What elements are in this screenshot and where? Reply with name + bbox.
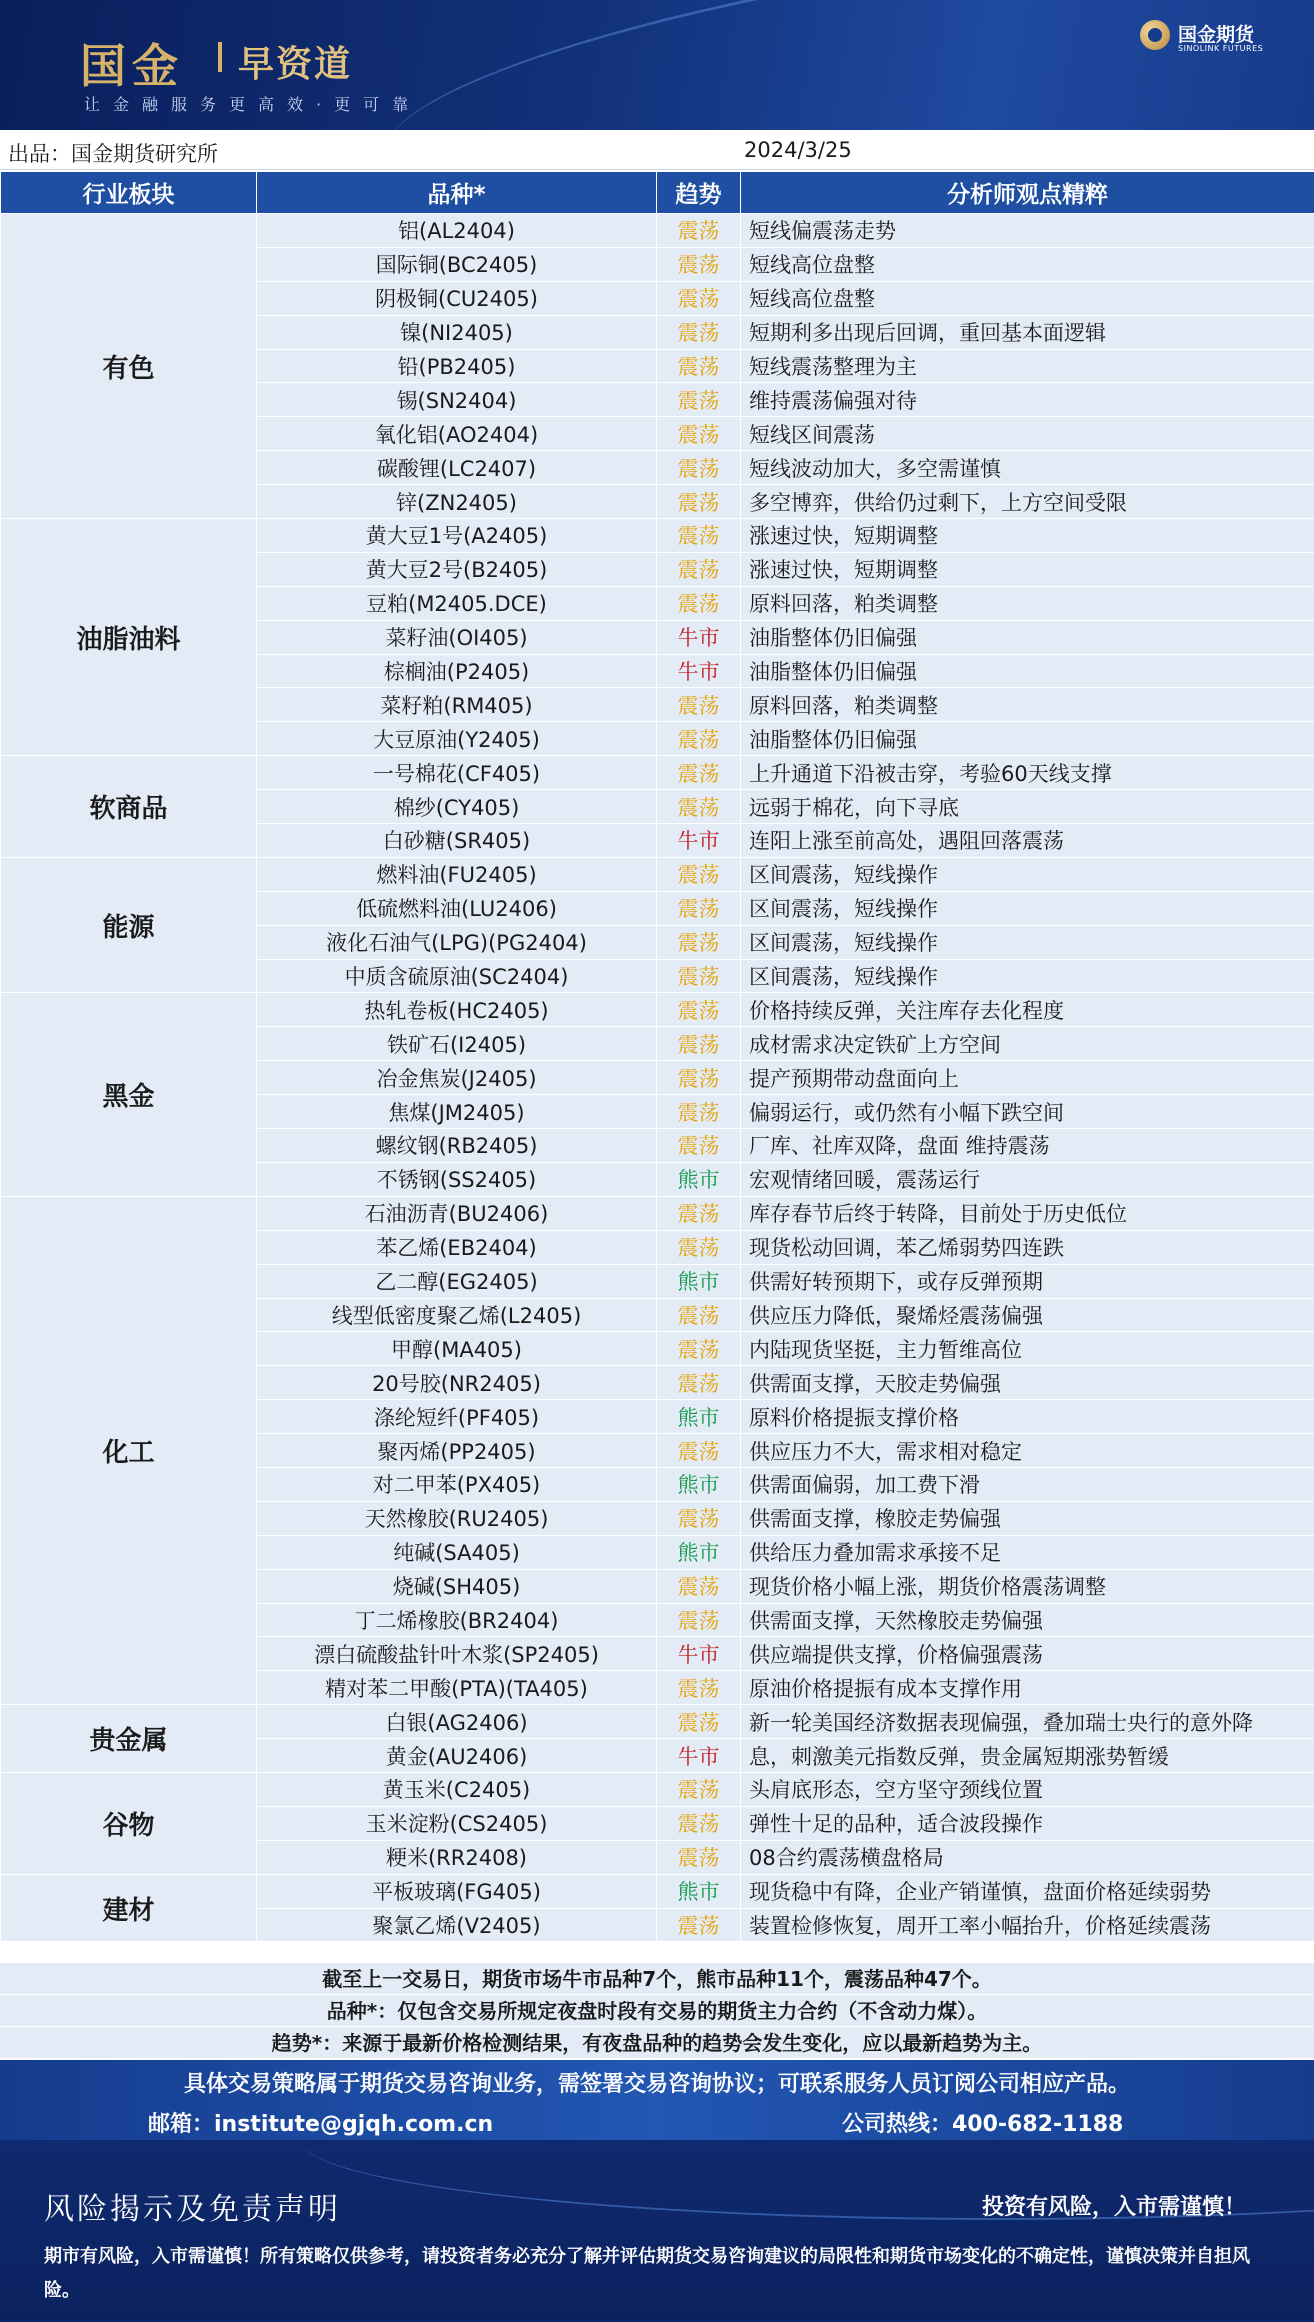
variety-cell: 平板玻璃(FG405) (257, 1874, 657, 1908)
analyst-view-cell: 内陆现货坚挺，主力暂维高位 (741, 1332, 1314, 1366)
trend-cell: 震荡 (657, 1129, 741, 1163)
trend-cell: 震荡 (657, 688, 741, 722)
variety-cell: 螺纹钢(RB2405) (257, 1129, 657, 1163)
analyst-view-cell: 宏观情绪回暖，震荡运行 (741, 1162, 1314, 1196)
variety-cell: 涤纶短纤(PF405) (257, 1400, 657, 1434)
variety-cell: 棉纱(CY405) (257, 790, 657, 824)
variety-cell: 不锈钢(SS2405) (257, 1162, 657, 1196)
analyst-view-cell: 供应压力不大，需求相对稳定 (741, 1434, 1314, 1468)
variety-cell: 甲醇(MA405) (257, 1332, 657, 1366)
sector-cell: 油脂油料 (1, 519, 257, 756)
trend-cell: 震荡 (657, 451, 741, 485)
analyst-view-cell: 供需面偏弱，加工费下滑 (741, 1467, 1314, 1501)
trend-cell: 震荡 (657, 214, 741, 248)
trend-cell: 震荡 (657, 790, 741, 824)
trend-cell: 牛市 (657, 824, 741, 858)
variety-cell: 镍(NI2405) (257, 315, 657, 349)
sector-cell: 化工 (1, 1196, 257, 1704)
analyst-view-cell: 短线震荡整理为主 (741, 349, 1314, 383)
trend-cell: 震荡 (657, 1298, 741, 1332)
analyst-view-cell: 供需面支撑，橡胶走势偏强 (741, 1501, 1314, 1535)
analyst-view-cell: 短线波动加大，多空需谨慎 (741, 451, 1314, 485)
analyst-view-cell: 短线高位盘整 (741, 247, 1314, 281)
trend-cell: 震荡 (657, 756, 741, 790)
brand-slogan: 让金融服务更高效·更可靠 (84, 95, 422, 114)
table-row (1, 519, 1314, 553)
variety-cell: 大豆原油(Y2405) (257, 722, 657, 756)
sector-cell: 贵金属 (1, 1705, 257, 1773)
trend-cell: 震荡 (657, 1196, 741, 1230)
trend-cell: 震荡 (657, 891, 741, 925)
futures-trend-table (0, 171, 1314, 1942)
analyst-view-cell: 涨速过快，短期调整 (741, 519, 1314, 553)
analyst-view-cell: 油脂整体仍旧偏强 (741, 620, 1314, 654)
trend-cell: 震荡 (657, 1027, 741, 1061)
trend-cell: 震荡 (657, 993, 741, 1027)
analyst-view-cell: 装置检修恢复，周开工率小幅抬升，价格延续震荡 (741, 1908, 1314, 1942)
variety-cell: 液化石油气(LPG)(PG2404) (257, 925, 657, 959)
info-bar (0, 130, 1314, 170)
sector-cell: 建材 (1, 1874, 257, 1942)
variety-cell: 国际铜(BC2405) (257, 247, 657, 281)
trend-cell: 熊市 (657, 1535, 741, 1569)
trend-cell: 震荡 (657, 281, 741, 315)
analyst-view-cell: 多空博弈，供给仍过剩下，上方空间受限 (741, 485, 1314, 519)
analyst-view-cell: 价格持续反弹，关注库存去化程度 (741, 993, 1314, 1027)
trend-cell: 震荡 (657, 1095, 741, 1129)
variety-cell: 玉米淀粉(CS2405) (257, 1806, 657, 1840)
variety-cell: 丁二烯橡胶(BR2404) (257, 1603, 657, 1637)
trend-cell: 震荡 (657, 247, 741, 281)
trend-cell: 震荡 (657, 519, 741, 553)
analyst-view-cell: 原油价格提振有成本支撑作用 (741, 1671, 1314, 1705)
trend-cell: 震荡 (657, 383, 741, 417)
variety-cell: 线型低密度聚乙烯(L2405) (257, 1298, 657, 1332)
producer-label: 出品：国金期货研究所 (8, 142, 218, 166)
trend-cell: 震荡 (657, 1705, 741, 1739)
variety-cell: 豆粕(M2405.DCE) (257, 586, 657, 620)
brand-subtitle: 早资道 (238, 44, 353, 85)
variety-cell: 一号棉花(CF405) (257, 756, 657, 790)
table-body (1, 214, 1314, 1942)
brand-separator (218, 42, 222, 72)
trend-cell: 震荡 (657, 1840, 741, 1874)
analyst-view-cell: 维持震荡偏强对待 (741, 383, 1314, 417)
sector-cell: 谷物 (1, 1772, 257, 1874)
analyst-view-cell: 弹性十足的品种，适合波段操作 (741, 1806, 1314, 1840)
contact-email[interactable]: 邮箱：institute@gjqh.com.cn (148, 2112, 494, 2137)
analyst-view-cell: 现货松动回调，苯乙烯弱势四连跌 (741, 1230, 1314, 1264)
table-row (1, 857, 1314, 891)
trend-cell: 震荡 (657, 1772, 741, 1806)
brand-header (0, 0, 1314, 130)
analyst-view-cell: 上升通道下沿被击穿，考验60天线支撑 (741, 756, 1314, 790)
analyst-view-cell: 原料回落，粕类调整 (741, 586, 1314, 620)
analyst-view-cell: 区间震荡，短线操作 (741, 891, 1314, 925)
brand-main-title: 国金 (80, 39, 184, 93)
analyst-view-cell: 成材需求决定铁矿上方空间 (741, 1027, 1314, 1061)
footnote: 趋势*：来源于最新价格检测结果，有夜盘品种的趋势会发生变化，应以最新趋势为主。 (0, 2027, 1314, 2059)
trend-cell: 震荡 (657, 349, 741, 383)
analyst-view-cell: 区间震荡，短线操作 (741, 857, 1314, 891)
variety-cell: 低硫燃料油(LU2406) (257, 891, 657, 925)
trend-cell: 熊市 (657, 1264, 741, 1298)
variety-cell: 聚丙烯(PP2405) (257, 1434, 657, 1468)
analyst-view-cell: 涨速过快，短期调整 (741, 552, 1314, 586)
variety-cell: 苯乙烯(EB2404) (257, 1230, 657, 1264)
trend-cell: 熊市 (657, 1400, 741, 1434)
disclaimer-footer (0, 2140, 1314, 2322)
variety-cell: 纯碱(SA405) (257, 1535, 657, 1569)
trend-cell: 震荡 (657, 1671, 741, 1705)
variety-cell: 聚氯乙烯(V2405) (257, 1908, 657, 1942)
trend-cell: 牛市 (657, 654, 741, 688)
disclaimer-title: 风险揭示及免责声明 (44, 2192, 341, 2227)
analyst-view-cell: 油脂整体仍旧偏强 (741, 722, 1314, 756)
variety-cell: 白砂糖(SR405) (257, 824, 657, 858)
trend-cell: 震荡 (657, 552, 741, 586)
analyst-view-cell: 供应压力降低，聚烯烃震荡偏强 (741, 1298, 1314, 1332)
sector-cell: 软商品 (1, 756, 257, 858)
disclaimer-body: 期市有风险，入市需谨慎！所有策略仅供参考，请投资者务必充分了解并评估期货交易咨询建议的局限性和期货市场变化的不确定性，谨慎决策并自担风险。 (44, 2246, 1250, 2301)
variety-cell: 碳酸锂(LC2407) (257, 451, 657, 485)
trend-cell: 熊市 (657, 1874, 741, 1908)
analyst-view-cell: 短期利多出现后回调，重回基本面逻辑 (741, 315, 1314, 349)
variety-cell: 20号胶(NR2405) (257, 1366, 657, 1400)
trend-cell: 震荡 (657, 586, 741, 620)
variety-cell: 乙二醇(EG2405) (257, 1264, 657, 1298)
trend-cell: 震荡 (657, 485, 741, 519)
analyst-view-cell: 油脂整体仍旧偏强 (741, 654, 1314, 688)
variety-cell: 黄玉米(C2405) (257, 1772, 657, 1806)
report-date: 2024/3/25 (744, 138, 852, 162)
analyst-view-cell: 头肩底形态，空方坚守颈线位置 (741, 1772, 1314, 1806)
company-logo-icon (1140, 20, 1170, 50)
variety-cell: 冶金焦炭(J2405) (257, 1061, 657, 1095)
footnote: 截至上一交易日，期货市场牛市品种7个，熊市品种11个，震荡品种47个。 (0, 1963, 1314, 1995)
risk-warning: 投资有风险，入市需谨慎！ (982, 2195, 1247, 2220)
footnote: 品种*：仅包含交易所规定夜盘时段有交易的期货主力合约（不含动力煤）。 (0, 1995, 1314, 2027)
analyst-view-cell: 息，刺激美元指数反弹，贵金属短期涨势暂缓 (741, 1739, 1314, 1773)
variety-cell: 黄金(AU2406) (257, 1739, 657, 1773)
analyst-view-cell: 远弱于棉花，向下寻底 (741, 790, 1314, 824)
company-logo-english: SINOLINK FUTURES (1178, 44, 1264, 53)
table-row (1, 1196, 1314, 1230)
variety-cell: 燃料油(FU2405) (257, 857, 657, 891)
variety-cell: 粳米(RR2408) (257, 1840, 657, 1874)
variety-cell: 棕榈油(P2405) (257, 654, 657, 688)
analyst-view-cell: 连阳上涨至前高处，遇阻回落震荡 (741, 824, 1314, 858)
analyst-view-cell: 库存春节后终于转降，目前处于历史低位 (741, 1196, 1314, 1230)
header-trend: 趋势 (657, 172, 741, 214)
consulting-notice: 具体交易策略属于期货交易咨询业务，需签署交易咨询协议；可联系服务人员订阅公司相应产品。 (183, 2072, 1130, 2097)
analyst-view-cell: 供需面支撑，天胶走势偏强 (741, 1366, 1314, 1400)
variety-cell: 黄大豆1号(A2405) (257, 519, 657, 553)
trend-cell: 震荡 (657, 1061, 741, 1095)
trend-cell: 熊市 (657, 1162, 741, 1196)
trend-cell: 震荡 (657, 1603, 741, 1637)
trend-cell: 震荡 (657, 722, 741, 756)
header-view: 分析师观点精粹 (741, 172, 1314, 214)
variety-cell: 阴极铜(CU2405) (257, 281, 657, 315)
trend-cell: 震荡 (657, 925, 741, 959)
analyst-view-cell: 厂库、社库双降，盘面 维持震荡 (741, 1129, 1314, 1163)
variety-cell: 氧化铝(AO2404) (257, 417, 657, 451)
trend-cell: 震荡 (657, 1434, 741, 1468)
sector-cell: 黑金 (1, 993, 257, 1196)
contact-bar (0, 2060, 1314, 2140)
analyst-view-cell: 现货稳中有降，企业产销谨慎，盘面价格延续弱势 (741, 1874, 1314, 1908)
company-logo-name: 国金期货 (1178, 24, 1255, 46)
variety-cell: 铝(AL2404) (257, 214, 657, 248)
table-row (1, 214, 1314, 248)
table-row (1, 1874, 1314, 1908)
variety-cell: 漂白硫酸盐针叶木浆(SP2405) (257, 1637, 657, 1671)
variety-cell: 铅(PB2405) (257, 349, 657, 383)
variety-cell: 烧碱(SH405) (257, 1569, 657, 1603)
table-row (1, 1772, 1314, 1806)
table-row (1, 993, 1314, 1027)
analyst-view-cell: 短线高位盘整 (741, 281, 1314, 315)
variety-cell: 天然橡胶(RU2405) (257, 1501, 657, 1535)
analyst-view-cell: 偏弱运行，或仍然有小幅下跌空间 (741, 1095, 1314, 1129)
trend-cell: 震荡 (657, 1230, 741, 1264)
table-row (1, 1705, 1314, 1739)
header-variety: 品种* (257, 172, 657, 214)
table-header-row (1, 172, 1314, 214)
variety-cell: 铁矿石(I2405) (257, 1027, 657, 1061)
trend-cell: 震荡 (657, 1806, 741, 1840)
trend-cell: 震荡 (657, 857, 741, 891)
variety-cell: 锌(ZN2405) (257, 485, 657, 519)
variety-cell: 精对苯二甲酸(PTA)(TA405) (257, 1671, 657, 1705)
analyst-view-cell: 区间震荡，短线操作 (741, 959, 1314, 993)
variety-cell: 石油沥青(BU2406) (257, 1196, 657, 1230)
trend-cell: 震荡 (657, 315, 741, 349)
table-row (1, 756, 1314, 790)
trend-cell: 震荡 (657, 1332, 741, 1366)
analyst-view-cell: 供给压力叠加需求承接不足 (741, 1535, 1314, 1569)
trend-cell: 熊市 (657, 1467, 741, 1501)
analyst-view-cell: 新一轮美国经济数据表现偏强，叠加瑞士央行的意外降 (741, 1705, 1314, 1739)
trend-cell: 牛市 (657, 1637, 741, 1671)
analyst-view-cell: 现货价格小幅上涨，期货价格震荡调整 (741, 1569, 1314, 1603)
trend-cell: 震荡 (657, 1501, 741, 1535)
analyst-view-cell: 原料价格提振支撑价格 (741, 1400, 1314, 1434)
variety-cell: 焦煤(JM2405) (257, 1095, 657, 1129)
analyst-view-cell: 短线区间震荡 (741, 417, 1314, 451)
analyst-view-cell: 区间震荡，短线操作 (741, 925, 1314, 959)
variety-cell: 锡(SN2404) (257, 383, 657, 417)
variety-cell: 对二甲苯(PX405) (257, 1467, 657, 1501)
sector-cell: 有色 (1, 214, 257, 519)
trend-cell: 牛市 (657, 620, 741, 654)
variety-cell: 热轧卷板(HC2405) (257, 993, 657, 1027)
contact-hotline: 公司热线：400-682-1188 (842, 2112, 1124, 2137)
decorative-swoosh (371, 0, 1314, 130)
trend-cell: 震荡 (657, 1366, 741, 1400)
trend-cell: 震荡 (657, 1908, 741, 1942)
variety-cell: 黄大豆2号(B2405) (257, 552, 657, 586)
analyst-view-cell: 提产预期带动盘面向上 (741, 1061, 1314, 1095)
variety-cell: 白银(AG2406) (257, 1705, 657, 1739)
trend-cell: 震荡 (657, 417, 741, 451)
sector-cell: 能源 (1, 857, 257, 993)
variety-cell: 菜籽油(OI405) (257, 620, 657, 654)
header-sector: 行业板块 (1, 172, 257, 214)
analyst-view-cell: 08合约震荡横盘格局 (741, 1840, 1314, 1874)
analyst-view-cell: 供需面支撑，天然橡胶走势偏强 (741, 1603, 1314, 1637)
variety-cell: 菜籽粕(RM405) (257, 688, 657, 722)
analyst-view-cell: 供需好转预期下，或存反弹预期 (741, 1264, 1314, 1298)
trend-cell: 震荡 (657, 959, 741, 993)
trend-cell: 牛市 (657, 1739, 741, 1773)
analyst-view-cell: 原料回落，粕类调整 (741, 688, 1314, 722)
analyst-view-cell: 供应端提供支撑，价格偏强震荡 (741, 1637, 1314, 1671)
analyst-view-cell: 短线偏震荡走势 (741, 214, 1314, 248)
trend-cell: 震荡 (657, 1569, 741, 1603)
variety-cell: 中质含硫原油(SC2404) (257, 959, 657, 993)
